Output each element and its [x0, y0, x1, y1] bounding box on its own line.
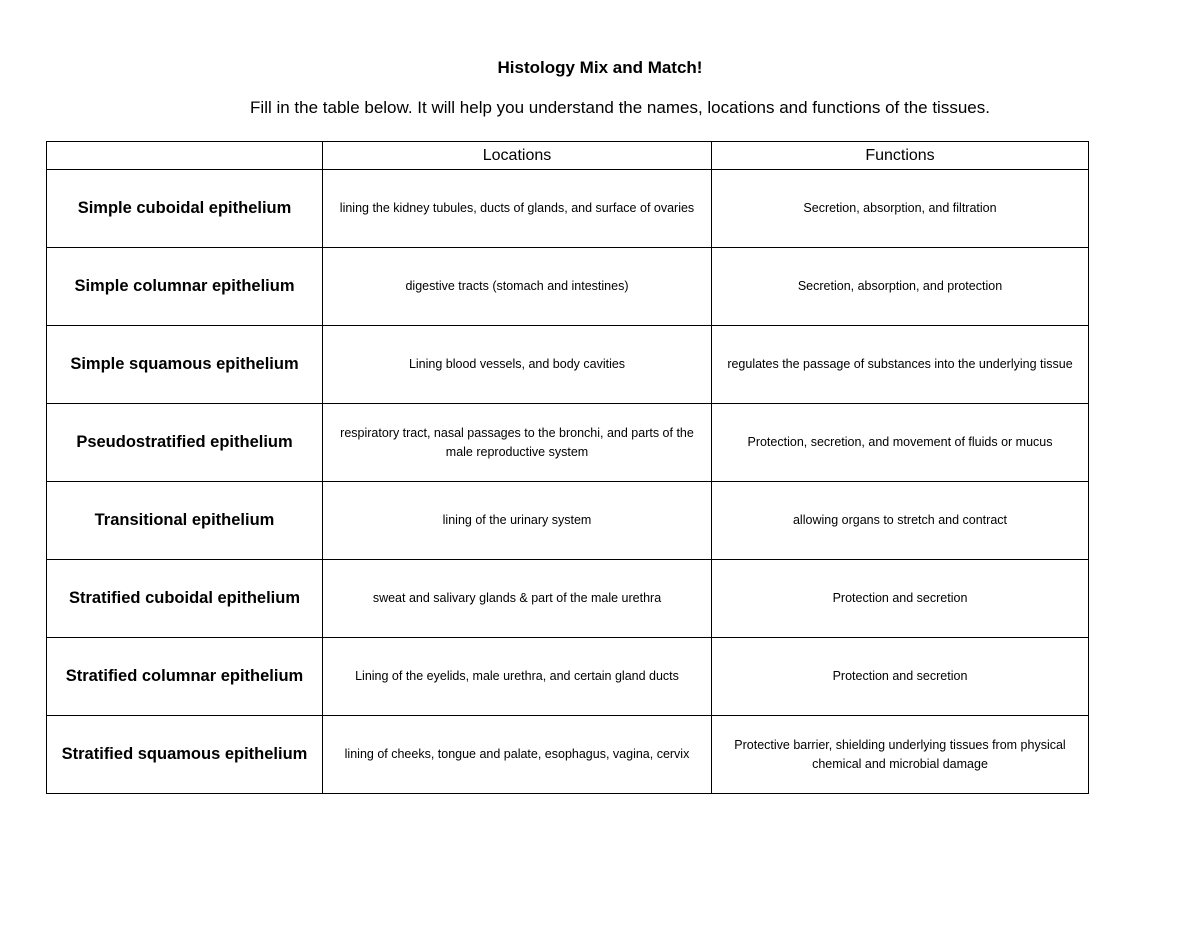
table-row [47, 170, 1089, 248]
table-row [47, 248, 1089, 326]
header-functions: Functions [712, 142, 1089, 170]
table-header-row [47, 142, 1089, 170]
tissue-location: sweat and salivary glands & part of the male urethra [323, 560, 712, 638]
tissue-location: digestive tracts (stomach and intestines) [323, 248, 712, 326]
tissue-function: Secretion, absorption, and filtration [712, 170, 1089, 248]
tissue-location: lining of the urinary system [323, 482, 712, 560]
tissue-function: Protection and secretion [712, 560, 1089, 638]
tissue-name: Simple cuboidal epithelium [47, 170, 323, 248]
table-row [47, 638, 1089, 716]
tissue-location: Lining blood vessels, and body cavities [323, 326, 712, 404]
tissue-function: allowing organs to stretch and contract [712, 482, 1089, 560]
tissue-function: regulates the passage of substances into the underlying tissue [712, 326, 1089, 404]
header-locations: Locations [323, 142, 712, 170]
tissue-name: Stratified cuboidal epithelium [47, 560, 323, 638]
tissue-name: Transitional epithelium [47, 482, 323, 560]
tissue-name: Pseudostratified epithelium [47, 404, 323, 482]
tissue-function: Protection and secretion [712, 638, 1089, 716]
table-row [47, 326, 1089, 404]
table-row [47, 404, 1089, 482]
tissue-function: Protection, secretion, and movement of fluids or mucus [712, 404, 1089, 482]
tissue-function: Secretion, absorption, and protection [712, 248, 1089, 326]
tissue-name: Simple squamous epithelium [47, 326, 323, 404]
header-tissue [47, 142, 323, 170]
tissue-function: Protective barrier, shielding underlying tissues from physical chemical and microbial damage [712, 716, 1089, 794]
table-row [47, 716, 1089, 794]
tissue-location: lining of cheeks, tongue and palate, esophagus, vagina, cervix [323, 716, 712, 794]
tissue-name: Stratified squamous epithelium [47, 716, 323, 794]
table-row [47, 560, 1089, 638]
document-title: Histology Mix and Match! [497, 58, 703, 77]
tissue-location: Lining of the eyelids, male urethra, and certain gland ducts [323, 638, 712, 716]
tissue-location: lining the kidney tubules, ducts of glands, and surface of ovaries [323, 170, 712, 248]
tissue-name: Simple columnar epithelium [47, 248, 323, 326]
tissue-location: respiratory tract, nasal passages to the bronchi, and parts of the male reproductive system [323, 404, 712, 482]
instructions-text: Fill in the table below. It will help you understand the names, locations and functions of the tissues. [250, 98, 990, 117]
table-row [47, 482, 1089, 560]
histology-table [46, 141, 1089, 794]
tissue-name: Stratified columnar epithelium [47, 638, 323, 716]
